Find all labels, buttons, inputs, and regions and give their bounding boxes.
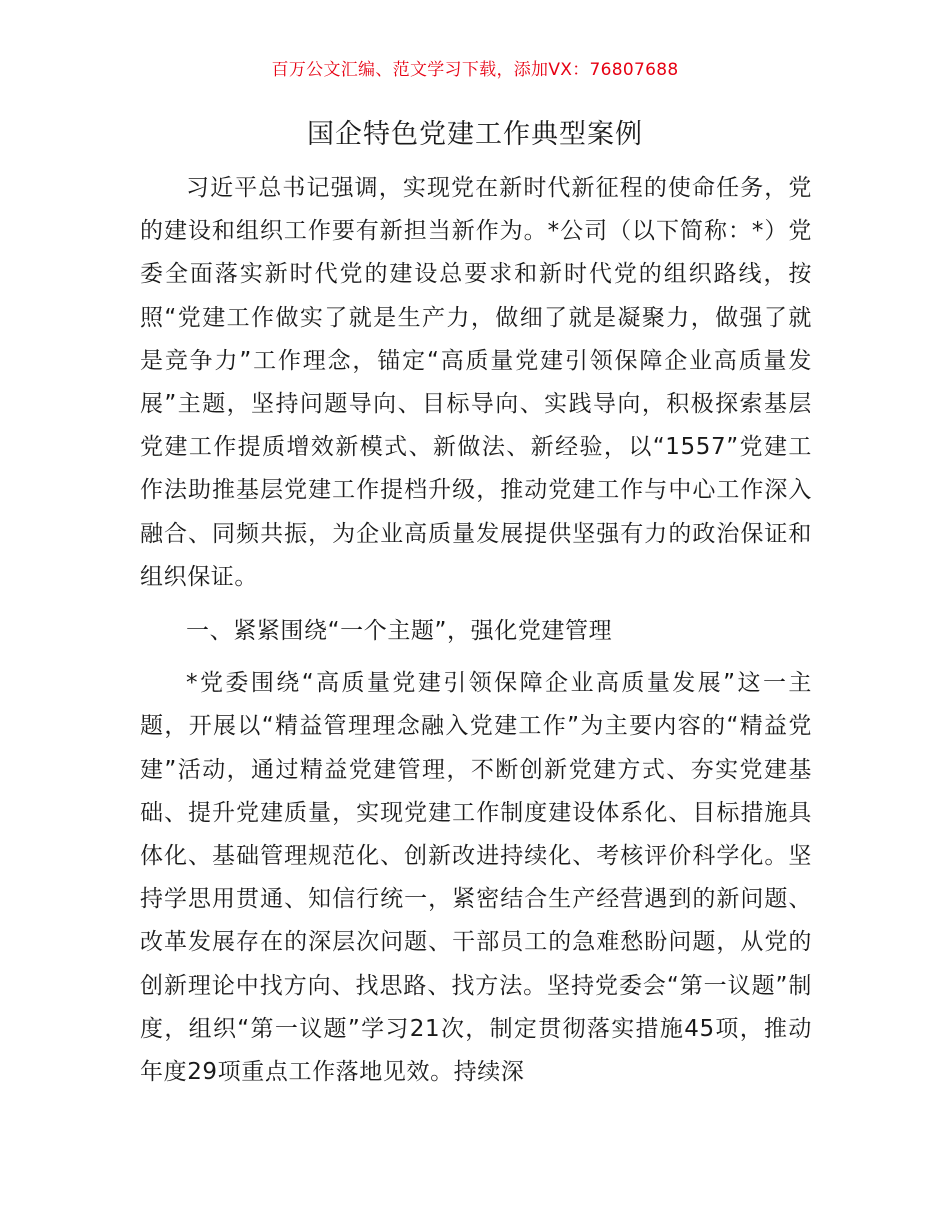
intro-paragraph: 习近平总书记强调，实现党在新时代新征程的使命任务，党的建设和组织工作要有新担当新作为。*公司（以下简称：*）党委全面落实新时代党的建设总要求和新时代党的组织路线，按照“党建工作做实了就是生产力，做细了就是凝聚力，做强了就是竞争力”工作理念，锚定“高质量党建引领保障企业高质量发展”主题，坚持问题导向、目标导向、实践导向，积极探索基层党建工作提质增效新模式、新做法、新经验，以“1557”党建工作法助推基层党建工作提档升级，推动党建工作与中心工作深入融合、同频共振，为企业高质量发展提供坚强有力的政治保证和组织保证。 [140,175,812,590]
document-body [140,167,812,1094]
section-paragraph: *党委围绕“高质量党建引领保障企业高质量发展”这一主题，开展以“精益管理理念融入党建工作”为主要内容的“精益党建”活动，通过精益党建管理，不断创新党建方式、夯实党建基础、提升党建质量，实现党建工作制度建设体系化、目标措施具体化、基础管理规范化、创新改进持续化、考核评价科学化。坚持学思用贯通、知信行统一，紧密结合生产经营遇到的新问题、改革发展存在的深层次问题、干部员工的急难愁盼问题，从党的创新理论中找方向、找思路、找方法。坚持党委会“第一议题”制度，组织“第一议题”学习21次，制定贯彻落实措施45项，推动年度29项重点工作落地见效。持续深 [140,670,812,1086]
header-notice: 百万公文汇编、范文学习下载，添加VX：76807688 [271,60,679,80]
section-heading: 一、紧紧围绕“一个主题”，强化党建管理 [186,618,613,645]
page-title: 国企特色党建工作典型案例 [307,119,643,150]
